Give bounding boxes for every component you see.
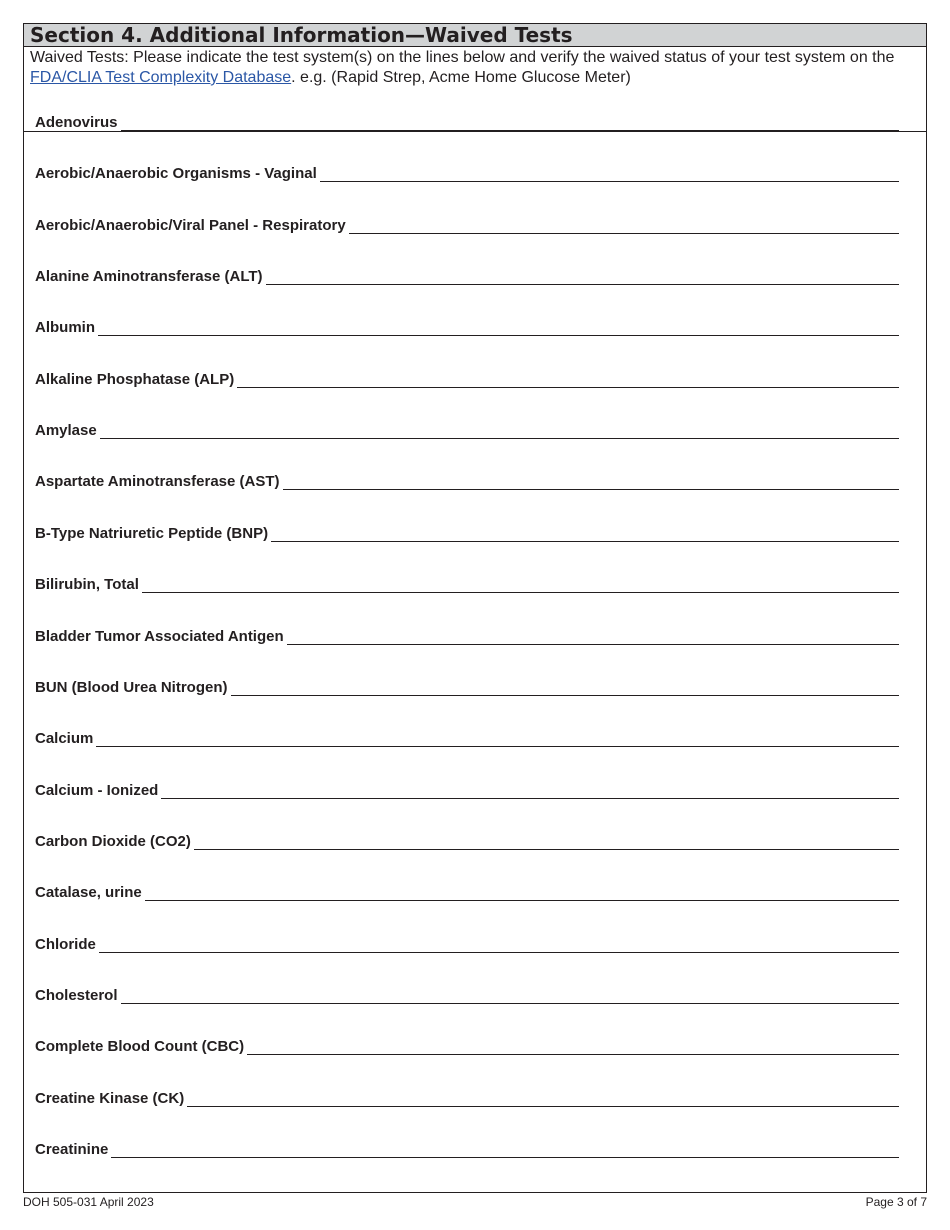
test-system-field[interactable] — [266, 284, 899, 285]
fda-clia-database-link[interactable]: FDA/CLIA Test Complexity Database — [30, 69, 292, 86]
test-row — [35, 112, 899, 134]
test-label: Creatine Kinase (CK) — [35, 1090, 187, 1107]
page-number: Page 3 of 7 — [865, 1195, 927, 1209]
test-label: Calcium - Ionized — [35, 782, 161, 799]
test-system-field[interactable] — [287, 644, 899, 645]
test-label: Complete Blood Count (CBC) — [35, 1038, 247, 1055]
test-label: Catalase, urine — [35, 884, 145, 901]
test-label: Carbon Dioxide (CO2) — [35, 833, 194, 850]
test-row — [35, 215, 899, 237]
test-row — [35, 1139, 899, 1161]
test-row — [35, 626, 899, 648]
test-row — [35, 163, 899, 185]
test-system-field[interactable] — [121, 1003, 899, 1004]
test-label: B-Type Natriuretic Peptide (BNP) — [35, 525, 271, 542]
waived-tests-form — [23, 23, 927, 1193]
test-row — [35, 1088, 899, 1110]
test-row — [35, 677, 899, 699]
test-label: Chloride — [35, 936, 99, 953]
test-row — [35, 728, 899, 750]
test-row — [35, 471, 899, 493]
test-row — [35, 369, 899, 391]
test-system-field[interactable] — [194, 849, 899, 850]
test-system-field[interactable] — [320, 181, 899, 182]
test-row — [35, 317, 899, 339]
test-system-field[interactable] — [96, 746, 899, 747]
test-system-field[interactable] — [145, 900, 899, 901]
test-label: Alanine Aminotransferase (ALT) — [35, 268, 266, 285]
test-label: Amylase — [35, 422, 100, 439]
form-id: DOH 505-031 April 2023 — [23, 1195, 154, 1209]
test-label: Aerobic/Anaerobic/Viral Panel - Respiratory — [35, 217, 349, 234]
test-system-field[interactable] — [237, 387, 899, 388]
test-system-field[interactable] — [98, 335, 899, 336]
test-row — [35, 831, 899, 853]
test-label: Albumin — [35, 319, 98, 336]
test-row — [35, 882, 899, 904]
test-system-field[interactable] — [271, 541, 899, 542]
test-label: Creatinine — [35, 1141, 111, 1158]
test-label: BUN (Blood Urea Nitrogen) — [35, 679, 231, 696]
test-row — [35, 523, 899, 545]
test-row — [35, 934, 899, 956]
test-system-field[interactable] — [231, 695, 900, 696]
test-label: Aspartate Aminotransferase (AST) — [35, 473, 283, 490]
instructions-text-before: Waived Tests: Please indicate the test system(s) on the lines below and verify the waived status of your test system on the — [30, 49, 895, 66]
test-label: Bilirubin, Total — [35, 576, 142, 593]
test-system-field[interactable] — [100, 438, 899, 439]
test-label: Calcium — [35, 730, 96, 747]
test-system-field[interactable] — [161, 798, 899, 799]
test-row — [35, 1036, 899, 1058]
test-row — [35, 574, 899, 596]
test-system-field[interactable] — [121, 130, 899, 131]
test-system-field[interactable] — [247, 1054, 899, 1055]
test-label: Cholesterol — [35, 987, 121, 1004]
test-system-field[interactable] — [99, 952, 899, 953]
test-label: Bladder Tumor Associated Antigen — [35, 628, 287, 645]
section-title: Section 4. Additional Information—Waived Tests — [24, 24, 926, 47]
test-system-field[interactable] — [142, 592, 899, 593]
test-system-field[interactable] — [111, 1157, 899, 1158]
test-system-field[interactable] — [187, 1106, 899, 1107]
test-system-field[interactable] — [349, 233, 899, 234]
test-label: Adenovirus — [35, 114, 121, 131]
test-row — [35, 420, 899, 442]
test-label: Aerobic/Anaerobic Organisms - Vaginal — [35, 165, 320, 182]
test-row — [35, 985, 899, 1007]
test-label: Alkaline Phosphatase (ALP) — [35, 371, 237, 388]
test-row — [35, 780, 899, 802]
test-system-field[interactable] — [283, 489, 899, 490]
instructions-text-after: . e.g. (Rapid Strep, Acme Home Glucose Meter) — [291, 69, 631, 86]
test-row — [35, 266, 899, 288]
